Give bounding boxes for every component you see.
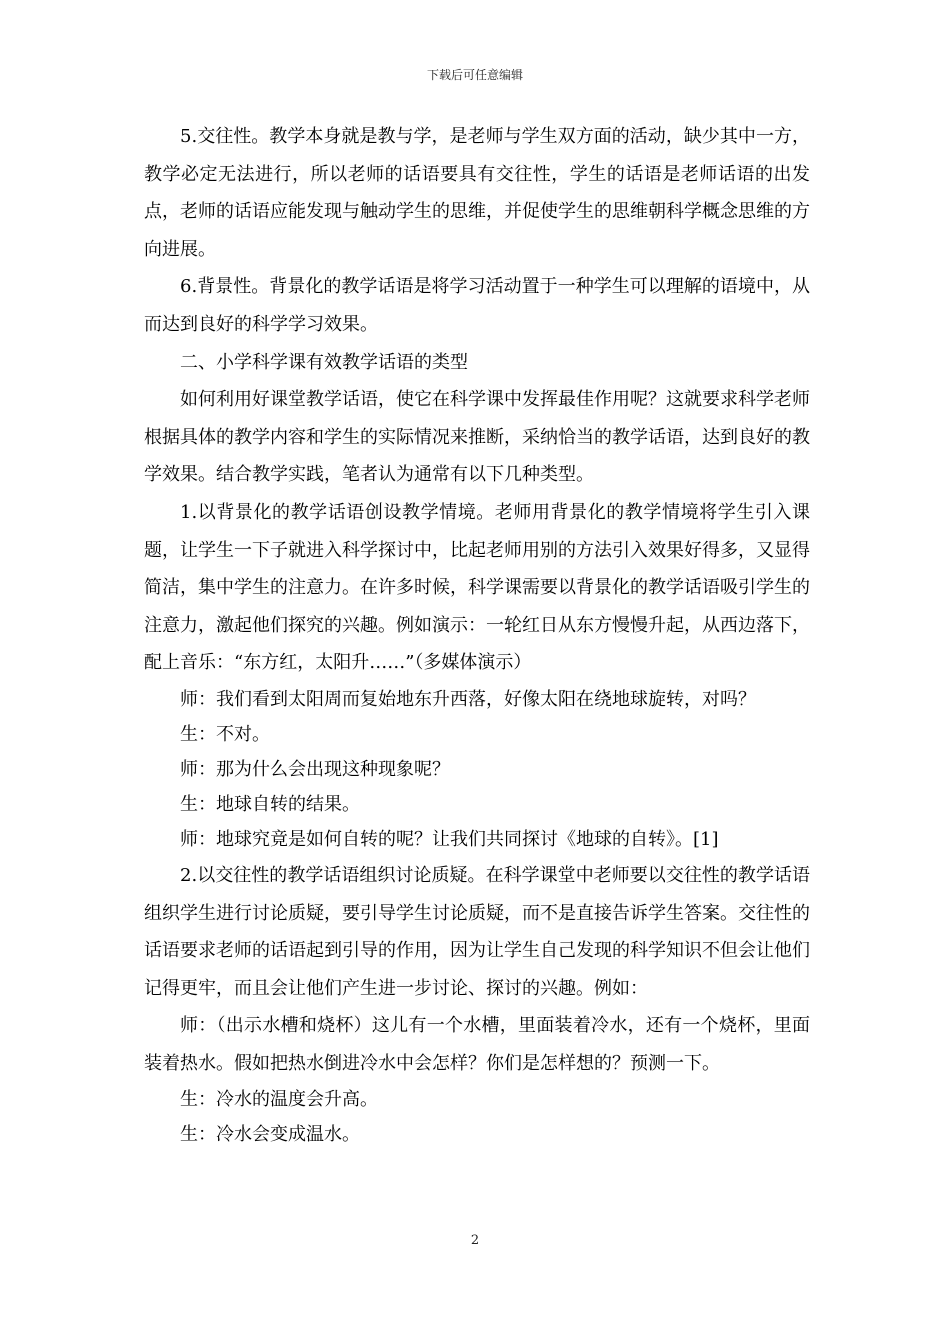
paragraph-type-2: 2.以交往性的教学话语组织讨论质疑。在科学课堂中老师要以交往性的教学话语组织学生进行讨论质疑，要引导学生讨论质疑，而不是直接告诉学生答案。交往性的话语要求老师的话语起到引导的作用，因为让学生自己发现的科学知识不但会让他们记得更牢，而且会让他们产生进一步讨论、探讨的兴趣。例如： — [144, 864, 810, 999]
dialogue-line: 生：冷水会变成温水。 — [180, 1124, 360, 1146]
dialogue-line: 师：地球究竟是如何自转的呢？让我们共同探讨《地球的自转》。[1] — [180, 828, 719, 850]
paragraph-communicative: 5.交往性。教学本身就是教与学，是老师与学生双方面的活动，缺少其中一方，教学必定无法进行，所以老师的话语要具有交往性，学生的话语是老师话语的出发点，老师的话语应能发现与触动学生的思维，并促使学生的思维朝科学概念思维的方向进展。 — [144, 126, 810, 260]
paragraph-contextual: 6.背景性。背景化的教学话语是将学习活动置于一种学生可以理解的语境中，从而达到良好的科学学习效果。 — [144, 276, 810, 335]
section-heading-types: 二、小学科学课有效教学话语的类型 — [180, 351, 468, 373]
dialogue-line: 师：那为什么会出现这种现象呢？ — [180, 758, 450, 780]
paragraph-intro-types: 如何利用好课堂教学话语，使它在科学课中发挥最佳作用呢？这就要求科学老师根据具体的教学内容和学生的实际情况来推断，采纳恰当的教学话语，达到良好的教学效果。结合教学实践，笔者认为通常有以下几种类型。 — [144, 389, 810, 486]
page-header: 下载后可任意编辑 — [426, 68, 523, 82]
dialogue-line: 师：（出示水槽和烧杯）这儿有一个水槽，里面装着冷水，还有一个烧杯，里面装着热水。假如把热水倒进冷水中会怎样？你们是怎样想的？预测一下。 — [144, 1015, 810, 1074]
dialogue-line: 生：冷水的温度会升高。 — [180, 1089, 378, 1111]
dialogue-line: 生：地球自转的结果。 — [180, 793, 360, 815]
dialogue-line: 生：不对。 — [180, 723, 270, 745]
page-number: 2 — [470, 1233, 480, 1248]
document-body — [144, 118, 810, 1152]
dialogue-line: 师：我们看到太阳周而复始地东升西落，好像太阳在绕地球旋转，对吗？ — [180, 688, 756, 710]
paragraph-type-1: 1.以背景化的教学话语创设教学情境。老师用背景化的教学情境将学生引入课题，让学生一下子就进入科学探讨中，比起老师用别的方法引入效果好得多，又显得简洁，集中学生的注意力。在许多时候，科学课需要以背景化的教学话语吸引学生的注意力，激起他们探究的兴趣。例如演示：一轮红日从东方慢慢升起，从西边落下，配上音乐：“东方红，太阳升……”（多媒体演示） — [144, 501, 810, 674]
